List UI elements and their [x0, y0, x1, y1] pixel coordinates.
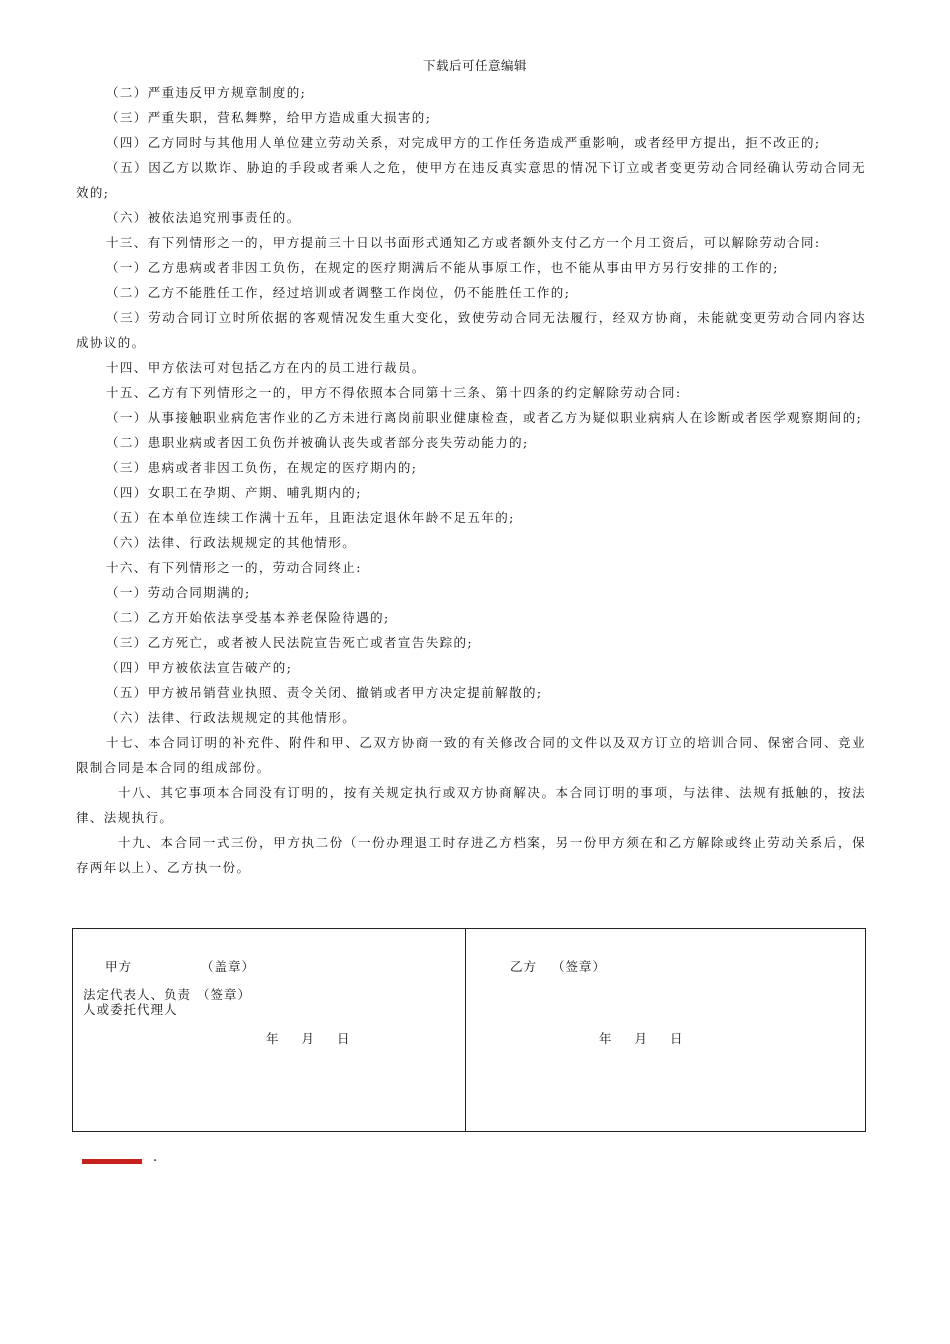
- contract-body: [76, 80, 866, 880]
- contract-paragraph: （四）乙方同时与其他用人单位建立劳动关系，对完成甲方的工作任务造成严重影响，或者经甲方提出，拒不改正的;: [106, 135, 821, 150]
- contract-paragraph: 十四、甲方依法可对包括乙方在内的员工进行裁员。: [106, 360, 426, 375]
- date-month: 月: [301, 1031, 316, 1046]
- party-b-label: 乙方: [510, 959, 538, 974]
- footer-dot: .: [153, 1150, 158, 1165]
- date-day: 日: [337, 1031, 351, 1046]
- party-a-date: [266, 1029, 351, 1047]
- contract-paragraph: （二）乙方不能胜任工作，经过培训或者调整工作岗位，仍不能胜任工作的;: [106, 285, 571, 300]
- contract-paragraph: （一）劳动合同期满的;: [106, 585, 251, 600]
- contract-paragraph: （四）甲方被依法宣告破产的;: [106, 660, 293, 675]
- contract-paragraph: （三）乙方死亡，或者被人民法院宣告死亡或者宣告失踪的;: [106, 635, 474, 650]
- party-a-seal: （盖章）: [201, 959, 256, 974]
- date-month: 月: [634, 1031, 649, 1046]
- contract-paragraph: （三）严重失职，营私舞弊，给甲方造成重大损害的;: [106, 110, 432, 125]
- contract-paragraph: （六）被依法追究刑事责任的。: [106, 210, 301, 225]
- contract-paragraph: （三）劳动合同订立时所依据的客观情况发生重大变化，致使劳动合同无法履行，经双方协商，未能就变更劳动合同内容达成协议的。: [76, 310, 866, 350]
- contract-paragraph: （二）患职业病或者因工负伤并被确认丧失或者部分丧失劳动能力的;: [106, 435, 529, 450]
- contract-paragraph: （五）因乙方以欺诈、胁迫的手段或者乘人之危，使甲方在违反真实意思的情况下订立或者变更劳动合同经确认劳动合同无效的;: [76, 160, 866, 200]
- contract-paragraph: （六）法律、行政法规规定的其他情形。: [106, 710, 357, 725]
- date-year: 年: [599, 1031, 613, 1046]
- representative-sign: （签章）: [197, 987, 252, 1002]
- party-a-label: 甲方: [105, 959, 133, 974]
- representative-line1: 法定代表人、负责: [83, 987, 192, 1002]
- contract-paragraph: （五）甲方被吊销营业执照、责令关闭、撤销或者甲方决定提前解散的;: [106, 685, 543, 700]
- contract-paragraph: （一）从事接触职业病危害作业的乙方未进行离岗前职业健康检查，或者乙方为疑似职业病病人在诊断或者医学观察期间的;: [106, 410, 863, 425]
- date-day: 日: [670, 1031, 684, 1046]
- contract-paragraph: （六）法律、行政法规规定的其他情形。: [106, 535, 357, 550]
- contract-paragraph: （四）女职工在孕期、产期、哺乳期内的;: [106, 485, 362, 500]
- contract-paragraph: 十六、有下列情形之一的，劳动合同终止:: [106, 560, 362, 575]
- contract-paragraph: 十三、有下列情形之一的，甲方提前三十日以书面形式通知乙方或者额外支付乙方一个月工资后，可以解除劳动合同:: [106, 235, 821, 250]
- contract-paragraph: 十七、本合同订明的补充件、附件和甲、乙双方协商一致的有关修改合同的文件以及双方订立的培训合同、保密合同、竞业限制合同是本合同的组成部份。: [76, 735, 866, 775]
- party-b-sign: （签章）: [552, 959, 607, 974]
- contract-paragraph: （一）乙方患病或者非因工负伤，在规定的医疗期满后不能从事原工作，也不能从事由甲方另行安排的工作的;: [106, 260, 779, 275]
- date-year: 年: [266, 1031, 280, 1046]
- contract-paragraph: 十九、本合同一式三份，甲方执二份（一份办理退工时存进乙方档案，另一份甲方须在和乙方解除或终止劳动关系后，保存两年以上）、乙方执一份。: [76, 835, 866, 875]
- party-b-cell: [466, 929, 865, 1131]
- page-header: 下载后可任意编辑: [422, 58, 527, 73]
- contract-paragraph: （二）严重违反甲方规章制度的;: [106, 85, 307, 100]
- contract-paragraph: 十五、乙方有下列情形之一的，甲方不得依照本合同第十三条、第十四条的约定解除劳动合同:: [106, 385, 682, 400]
- contract-paragraph: 十八、其它事项本合同没有订明的，按有关规定执行或双方协商解决。本合同订明的事项，与法律、法规有抵触的，按法律、法规执行。: [76, 785, 866, 825]
- signature-table: [72, 928, 866, 1132]
- representative-line2: 人或委托代理人: [83, 1002, 178, 1017]
- party-a-cell: [73, 929, 466, 1131]
- contract-paragraph: （三）患病或者非因工负伤，在规定的医疗期内的;: [106, 460, 418, 475]
- party-b-date: [599, 1029, 684, 1047]
- contract-paragraph: （五）在本单位连续工作满十五年，且距法定退休年龄不足五年的;: [106, 510, 515, 525]
- contract-paragraph: （二）乙方开始依法享受基本养老保险待遇的;: [106, 610, 390, 625]
- footer-red-bar: [82, 1159, 142, 1164]
